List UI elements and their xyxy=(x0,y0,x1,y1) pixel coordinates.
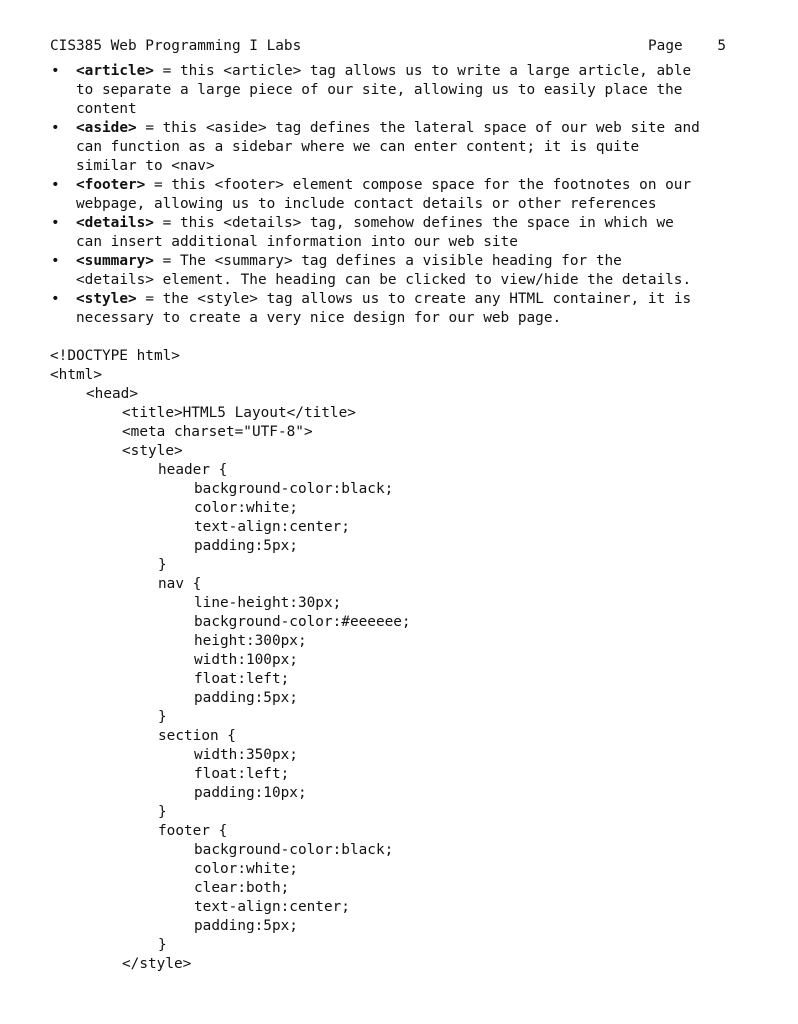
code-line: line-height:30px; xyxy=(194,595,342,611)
definition-line: can insert additional information into our web site xyxy=(76,234,518,250)
tag-term: <summary> xyxy=(76,253,154,269)
definition-line: = this <footer> element compose space for the footnotes on our xyxy=(145,177,692,193)
code-line: color:white; xyxy=(194,861,298,877)
code-line: height:300px; xyxy=(194,633,307,649)
list-item xyxy=(50,290,740,328)
code-line: <!DOCTYPE html> xyxy=(50,348,180,364)
definition-line: = The <summary> tag defines a visible heading for the xyxy=(153,253,622,269)
tag-term: <style> xyxy=(76,291,137,307)
definition-line: = this <article> tag allows us to write a large article, able xyxy=(153,63,692,79)
code-line: } xyxy=(158,709,167,725)
page-header xyxy=(50,36,726,56)
definition-line: can function as a sidebar where we can enter content; it is quite xyxy=(76,139,640,155)
code-line: text-align:center; xyxy=(194,899,350,915)
code-line: background-color:#eeeeee; xyxy=(194,614,411,630)
code-line: footer { xyxy=(158,823,228,839)
code-line: } xyxy=(158,557,167,573)
code-line: float:left; xyxy=(194,671,290,687)
tag-term: <article> xyxy=(76,63,154,79)
code-line: } xyxy=(158,937,167,953)
code-line: padding:5px; xyxy=(194,538,298,554)
code-line: width:100px; xyxy=(194,652,298,668)
code-line: <meta charset="UTF-8"> xyxy=(122,424,313,440)
bullet-icon: • xyxy=(51,291,60,307)
code-line: <title>HTML5 Layout</title> xyxy=(122,405,356,421)
tag-term: <footer> xyxy=(76,177,146,193)
definition-line: necessary to create a very nice design for our web page. xyxy=(76,310,562,326)
list-item xyxy=(50,252,740,290)
code-line: background-color:black; xyxy=(194,842,394,858)
code-line: section { xyxy=(158,728,236,744)
code-line: </style> xyxy=(122,956,192,972)
bullet-icon: • xyxy=(51,253,60,269)
tag-definition-list xyxy=(50,62,740,328)
tag-term: <details> xyxy=(76,215,154,231)
code-line: background-color:black; xyxy=(194,481,394,497)
code-listing xyxy=(50,347,411,974)
definition-line: content xyxy=(76,101,137,117)
code-line: nav { xyxy=(158,576,202,592)
definition-line: to separate a large piece of our site, allowing us to easily place the xyxy=(76,82,683,98)
list-item xyxy=(50,62,740,119)
code-line: color:white; xyxy=(194,500,298,516)
code-line: text-align:center; xyxy=(194,519,350,535)
page-number: Page 5 xyxy=(648,38,726,54)
code-line: padding:10px; xyxy=(194,785,307,801)
code-line: } xyxy=(158,804,167,820)
code-line: padding:5px; xyxy=(194,918,298,934)
code-line: <head> xyxy=(86,386,138,402)
definition-line: = this <details> tag, somehow defines the space in which we xyxy=(153,215,674,231)
code-line: <html> xyxy=(50,367,102,383)
code-line: <style> xyxy=(122,443,183,459)
bullet-icon: • xyxy=(51,215,60,231)
list-item xyxy=(50,119,740,176)
code-line: clear:both; xyxy=(194,880,290,896)
code-line: padding:5px; xyxy=(194,690,298,706)
definition-line: = this <aside> tag defines the lateral space of our web site and xyxy=(136,120,700,136)
course-title: CIS385 Web Programming I Labs xyxy=(50,38,302,54)
code-line: float:left; xyxy=(194,766,290,782)
tag-term: <aside> xyxy=(76,120,137,136)
bullet-icon: • xyxy=(51,177,60,193)
definition-line: similar to <nav> xyxy=(76,158,215,174)
definition-line: <details> element. The heading can be clicked to view/hide the details. xyxy=(76,272,692,288)
list-item xyxy=(50,214,740,252)
bullet-icon: • xyxy=(51,63,60,79)
code-line: header { xyxy=(158,462,228,478)
list-item xyxy=(50,176,740,214)
bullet-icon: • xyxy=(51,120,60,136)
definition-line: = the <style> tag allows us to create any HTML container, it is xyxy=(136,291,692,307)
definition-line: webpage, allowing us to include contact details or other references xyxy=(76,196,657,212)
code-line: width:350px; xyxy=(194,747,298,763)
